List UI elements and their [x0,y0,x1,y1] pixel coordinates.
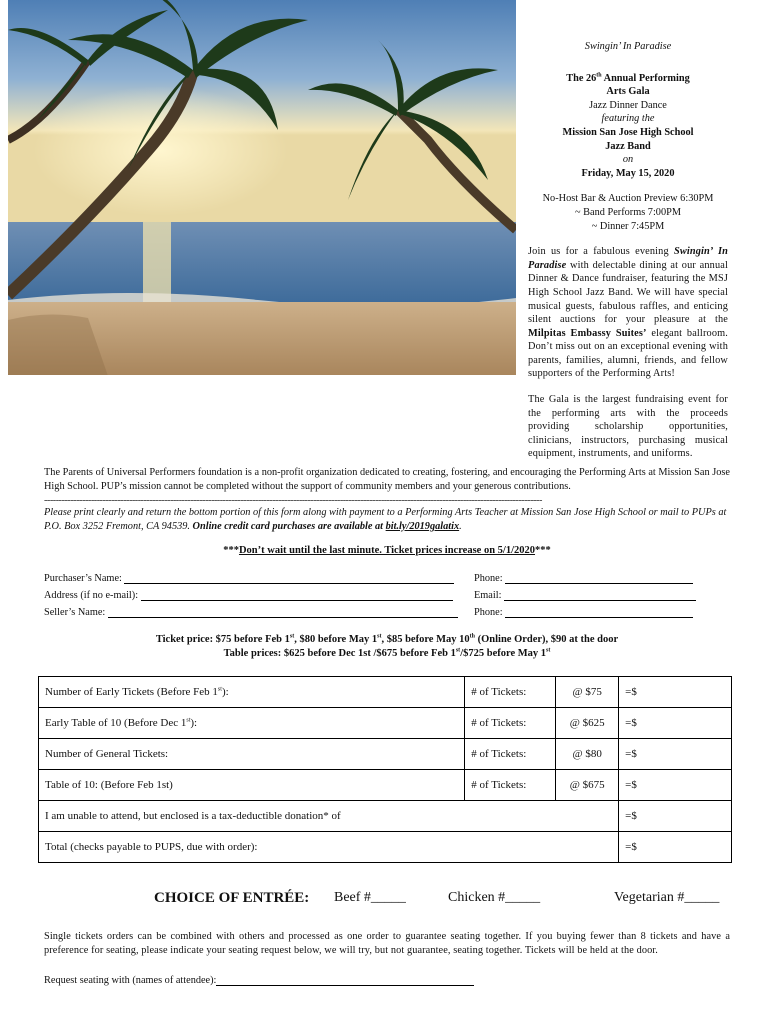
seller-label: Seller’s Name: [44,607,106,618]
row-total-field[interactable]: =$ [619,739,732,770]
band-name: Mission San Jose High School Jazz Band [562,126,694,152]
ticket-qty-field[interactable]: # of Tickets: [465,739,556,770]
grand-total-field[interactable]: =$ [619,832,732,863]
entree-choice [44,888,730,912]
seating-note: Single tickets orders can be combined with others and processed as one order to guarantee seating together. If you buying fewer than 8 tickets and have a preference for seating, please indicate your seating request below, we will try, but not guarantee, seating together. Tickets will be held at the door. [44,931,730,956]
deadline-notice: ***Don’t wait until the last minute. Ticket prices increase on 5/1/2020*** [223,545,551,556]
featuring-text: featuring the [601,113,655,125]
cut-line: -------------------------------------------------------------------------------------------------------------------------------------------------------------------------- [44,495,542,506]
ticket-qty-field[interactable]: # of Tickets: [465,770,556,801]
return-instructions: Please print clearly and return the bottom portion of this form along with payment to a Performing Arts Teacher at Mission San Jose High School or mail to PUPs at P.O. Box 3252 Fremont, CA 94539. Online credit card purchases are available at bit.ly/2019galatix. [44,507,727,532]
address-field[interactable] [141,590,453,601]
ticket-link[interactable]: bit.ly/2019galatix [385,520,460,532]
on-text: on [622,154,634,166]
event-title: Swingin’ In Paradise [584,41,672,52]
gala-title: The 26th Annual Performing Arts Gala [566,72,690,98]
purchaser-name-field[interactable] [124,573,454,584]
order-table [38,676,732,863]
table-prices: Table prices: $625 before Dec 1st /$675 before Feb 1st/$725 before May 1st [223,647,551,659]
vegetarian-count-field[interactable]: Vegetarian #_____ [614,890,720,905]
gala-description: The Gala is the largest fundraising event for the performing arts with the proceeds providing scholarship opportunities, clinicians, instructors, purchasing musical equipment, instruments, and uniforms. [528,394,728,460]
row-total-field[interactable]: =$ [619,770,732,801]
phone-field[interactable] [505,573,693,584]
address-label: Address (if no e-mail): [44,590,139,601]
phone2-label: Phone: [474,607,503,618]
beach-photo [8,0,516,375]
donation-row: I am unable to attend, but enclosed is a tax-deductible donation* of =$ [39,801,732,832]
seating-request-field[interactable] [216,975,474,986]
row-total-field[interactable]: =$ [619,677,732,708]
ticket-qty-field[interactable]: # of Tickets: [465,677,556,708]
event-blurb: Join us for a fabulous evening Swingin’ In Paradise with delectable dining at our annual Dinner & Dance fundraiser, featuring the MSJ High School Jazz Band. We will have special musical guests, fabulous raffles, and enticing silent auctions for your pleasure at the Milpitas Embassy Suites’ elegant ballroom. Don’t miss out on an exceptional evening with parents, families, alumni, friends, and fellow supporters of the Performing Arts! [528,246,729,380]
purchaser-label: Purchaser’s Name: [44,573,122,584]
price-info [44,633,730,661]
table-row: Number of General Tickets: # of Tickets: @ $80 =$ [39,739,732,770]
table-row: Table of 10: (Before Feb 1st) # of Tickets: @ $675 =$ [39,770,732,801]
table-row: Early Table of 10 (Before Dec 1st): # of Tickets: @ $625 =$ [39,708,732,739]
seller-name-field[interactable] [108,607,458,618]
row-total-field[interactable]: =$ [619,708,732,739]
email-label: Email: [474,590,502,601]
dance-type: Jazz Dinner Dance [589,99,667,111]
mission-statement: The Parents of Universal Performers foundation is a non-profit organization dedicated to creating, fostering, and encouraging the Performing Arts at Mission San Jose High School. PUP’s mission cannot be completed without the support of community members and your generous contributions. [44,467,730,492]
donation-total-field[interactable]: =$ [619,801,732,832]
entree-title: CHOICE OF ENTRÉE: [154,890,310,906]
seller-phone-field[interactable] [505,607,693,618]
table-row: Number of Early Tickets (Before Feb 1st): # of Tickets: @ $75 =$ [39,677,732,708]
total-row: Total (checks payable to PUPS, due with order): =$ [39,832,732,863]
ticket-prices: Ticket price: $75 before Feb 1st, $80 before May 1st, $85 before May 10th (Online Order), $90 at the door [155,633,619,645]
ticket-qty-field[interactable]: # of Tickets: [465,708,556,739]
phone-label: Phone: [474,573,503,584]
chicken-count-field[interactable]: Chicken #_____ [448,890,541,905]
seating-request: Request seating with (names of attendee): [44,975,474,986]
schedule: No-Host Bar & Auction Preview 6:30PM ~ Band Performs 7:00PM ~ Dinner 7:45PM [542,193,714,232]
event-details [528,40,728,461]
beef-count-field[interactable]: Beef #_____ [334,890,406,905]
event-date: Friday, May 15, 2020 [581,167,675,179]
purchaser-fields [44,573,730,624]
email-field[interactable] [504,590,696,601]
